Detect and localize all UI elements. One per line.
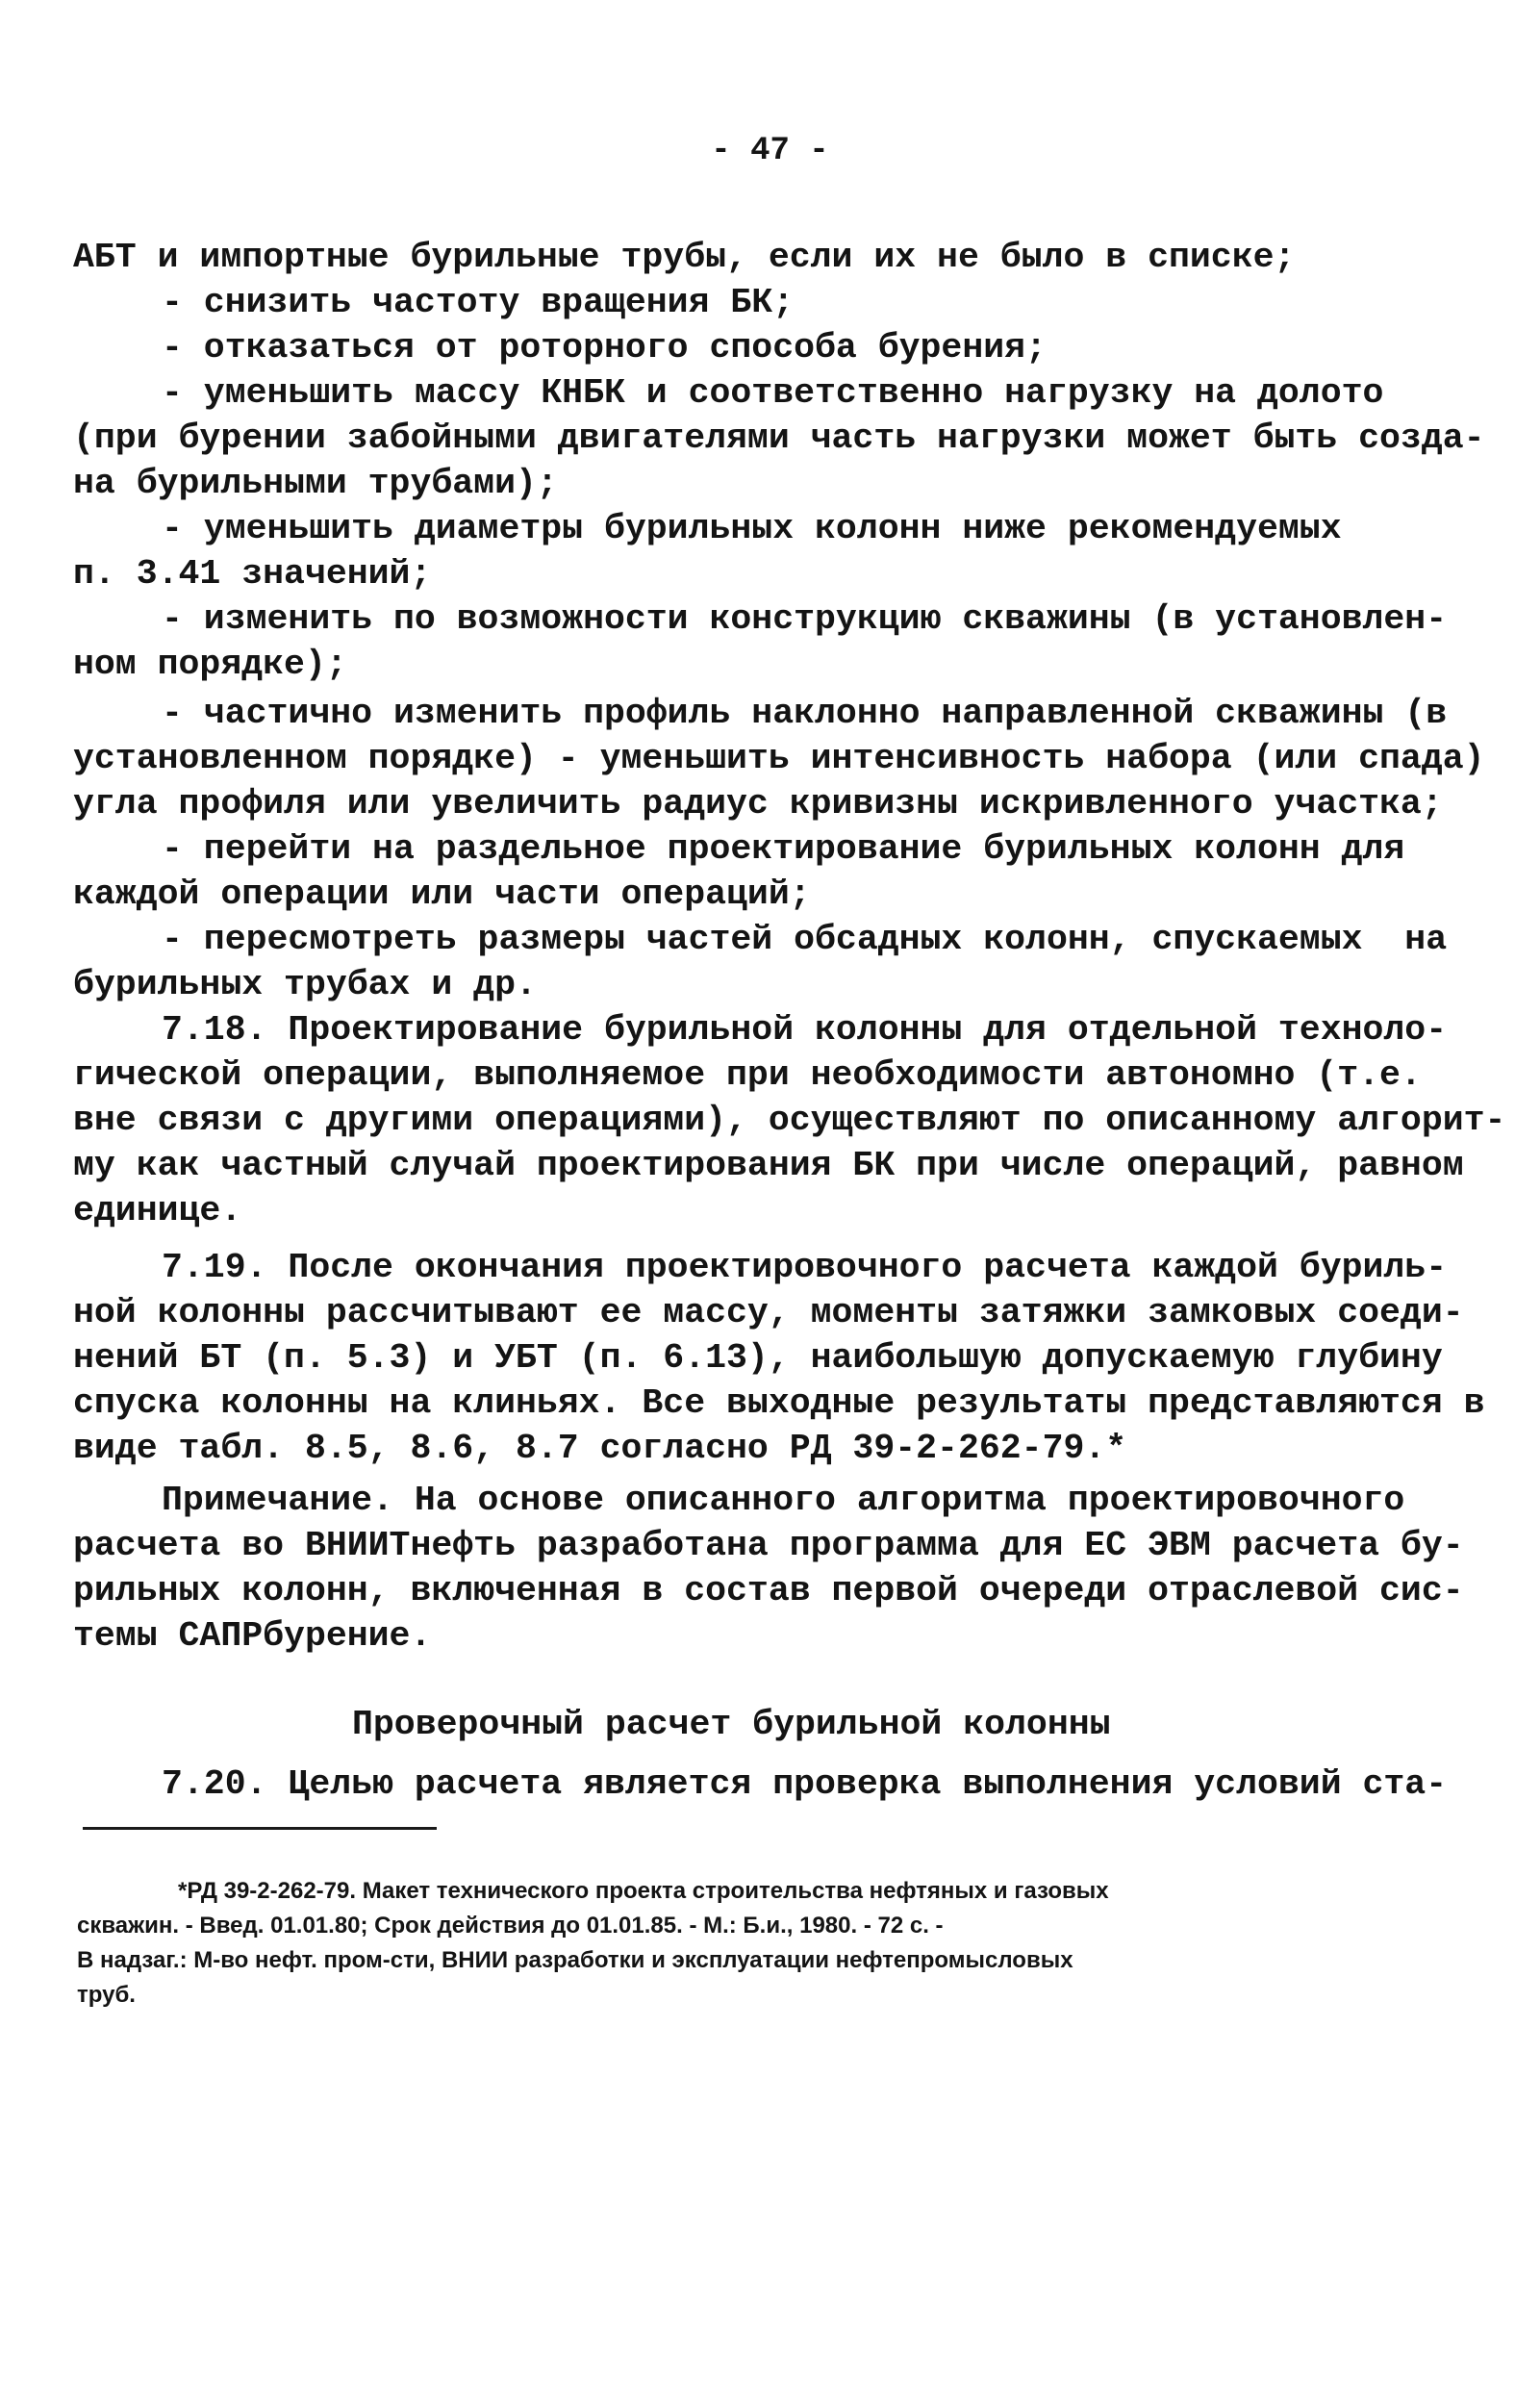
section-heading: Проверочный расчет бурильной колонны — [352, 1705, 1111, 1744]
text-line: - уменьшить диаметры бурильных колонн ниже рекомендуемых — [162, 509, 1342, 548]
text-line: (при бурении забойными двигателями часть нагрузки может быть созда- — [73, 418, 1485, 458]
text-line: - отказаться от роторного способа бурения; — [162, 328, 1047, 368]
text-line: му как частный случай проектирования БК при числе операций, равном — [73, 1146, 1464, 1185]
note-line: рильных колонн, включенная в состав первой очереди отраслевой сис- — [73, 1571, 1464, 1610]
text-line: п. 3.41 значений; — [73, 554, 432, 594]
text-line: - частично изменить профиль наклонно направленной скважины (в — [162, 694, 1448, 733]
text-line: угла профиля или увеличить радиус кривизны искривленного участка; — [73, 784, 1443, 824]
text-line: каждой операции или части операций; — [73, 874, 811, 914]
text-line: вне связи с другими операциями), осуществляют по описанному алгорит- — [73, 1101, 1506, 1140]
footnote-line: труб. — [77, 1982, 136, 2008]
text-line: - уменьшить массу КНБК и соответственно нагрузку на долото — [162, 373, 1384, 413]
text-line: 7.19. После окончания проектировочного расчета каждой буриль- — [162, 1248, 1448, 1287]
text-line: спуска колонны на клиньях. Все выходные результаты представляются в — [73, 1383, 1485, 1423]
text-line: АБТ и импортные бурильные трубы, если их не было в списке; — [73, 238, 1296, 277]
text-line: виде табл. 8.5, 8.6, 8.7 согласно РД 39-2-262-79.* — [73, 1429, 1127, 1468]
text-line: - снизить частоту вращения БК; — [162, 283, 795, 322]
note-line: расчета во ВНИИТнефть разработана программа для ЕС ЭВМ расчета бу- — [73, 1526, 1464, 1565]
text-line: гической операции, выполняемое при необходимости автономно (т.е. — [73, 1055, 1422, 1095]
text-line: бурильных трубах и др. — [73, 965, 537, 1004]
footnote-line: *РД 39-2-262-79. Макет технического проекта строительства нефтяных и газовых — [178, 1878, 1109, 1904]
text-line: нений БТ (п. 5.3) и УБТ (п. 6.13), наибольшую допускаемую глубину — [73, 1338, 1443, 1378]
footnote-line: В надзаг.: М-во нефт. пром-сти, ВНИИ разработки и эксплуатации нефтепромысловых — [77, 1947, 1073, 1973]
text-line: 7.20. Целью расчета является проверка выполнения условий ста- — [162, 1764, 1448, 1804]
text-line: ном порядке); — [73, 645, 347, 684]
text-line: единице. — [73, 1191, 242, 1230]
note-line: темы САПРбурение. — [73, 1616, 432, 1656]
text-line: установленном порядке) - уменьшить интенсивность набора (или спада) — [73, 739, 1485, 778]
text-line: 7.18. Проектирование бурильной колонны для отдельной техноло- — [162, 1010, 1448, 1050]
text-line: на бурильными трубами); — [73, 464, 558, 503]
note-line: Примечание. На основе описанного алгоритма проектировочного — [162, 1481, 1405, 1520]
text-line: ной колонны рассчитывают ее массу, моменты затяжки замковых соеди- — [73, 1293, 1464, 1332]
footnote-line: скважин. - Введ. 01.01.80; Срок действия до 01.01.85. - М.: Б.и., 1980. - 72 с. - — [77, 1913, 944, 1939]
footnote-divider — [83, 1827, 437, 1830]
text-line: - изменить по возможности конструкцию скважины (в установлен- — [162, 599, 1448, 639]
text-line: - пересмотреть размеры частей обсадных колонн, спускаемых на — [162, 920, 1448, 959]
page-number: - 47 - — [711, 133, 829, 169]
text-line: - перейти на раздельное проектирование бурильных колонн для — [162, 829, 1405, 869]
